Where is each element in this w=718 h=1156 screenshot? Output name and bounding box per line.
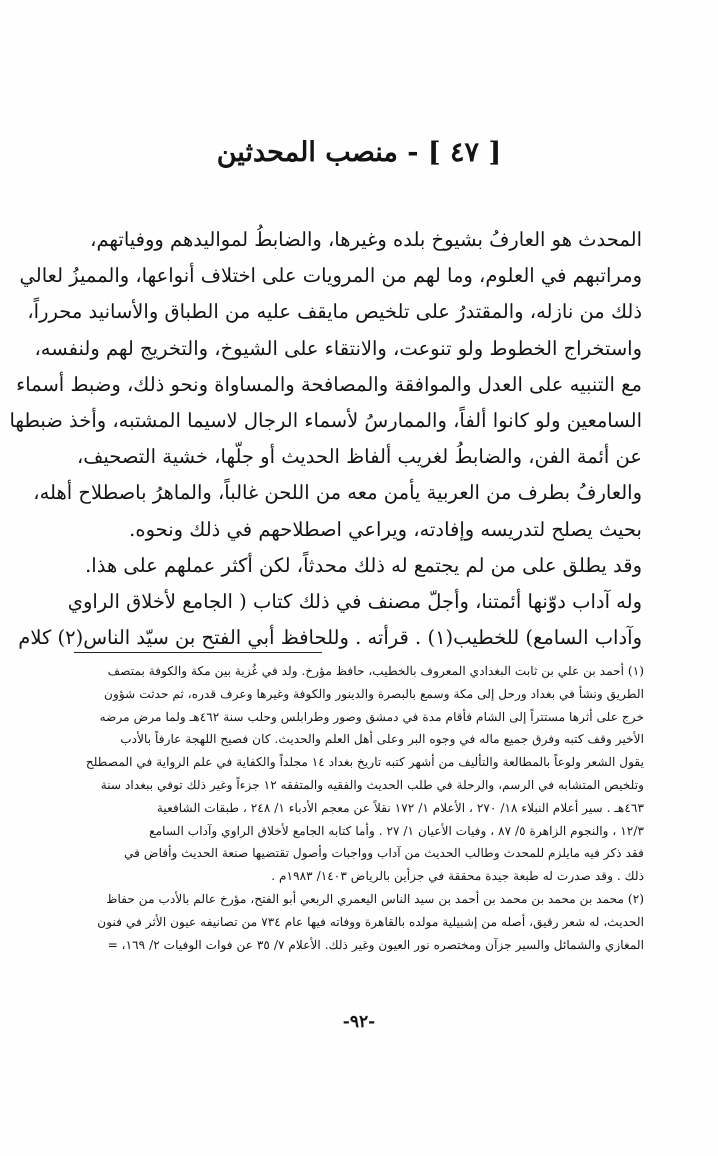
body-line: وله آداب دوّنها أئمتنا، وأجلّ مصنف في ذلك كتاب ( الجامع لأخلاق الراوي <box>67 590 642 614</box>
main-text <box>9 222 642 656</box>
footnote-line: الأخير وقف كتبه وفرق جميع ماله في وجوه البر وعلى أهل العلم والحديث. كان فصيح اللهجة عارفاً بالأدب <box>120 732 644 747</box>
footnote-line: الطريق ونشأ في بغداد ورحل إلى مكة وسمع بالبصرة والدينور والكوفة وغيرها وعرف قدره، ثم حدثت شؤون <box>104 686 644 701</box>
body-line: السامعين ولو كانوا ألفاً، والممارسُ لأسماء الرجال لاسيما المشتبه، وأخذ ضبطها <box>9 409 642 433</box>
footnote-line: ٤٦٣هـ . سير أعلام النبلاء ١٨/ ٢٧٠ ، الأعلام ١/ ١٧٢ نقلاً عن معجم الأدباء ١/ ٢٤٨ ، طبقات الشافعية <box>156 800 644 815</box>
footnote-line: ذلك . وقد صدرت له طبعة جيدة محققة في جزأين بالرياض ١٤٠٣/ ١٩٨٣م . <box>271 869 644 884</box>
body-line: واستخراج الخطوط ولو تنوعت، والانتقاء على الشيوخ، والتخريج لهم ولنفسه، <box>34 336 642 360</box>
footnote-line: المغازي والشمائل والسير جزآن ومختصره نور العيون وغير ذلك. الأعلام ٧/ ٣٥ عن فوات الوفيات ٢/ ١٦٩، = <box>107 937 644 952</box>
footnote-line: يقول الشعر ولوعاً بالمطالعة والتأليف من أشهر كتبه تاريخ بغداد ١٤ مجلداً والكفاية في علم الرواية في المصطلح <box>85 755 644 770</box>
body-line: ومراتبهم في العلوم، وما لهم من المرويات على اختلاف أنواعها، والمميزُ لعالي <box>19 264 642 288</box>
page-number: -٩٢- <box>342 1012 376 1032</box>
page-title: [ ٤٧ ] - منصب المحدثين <box>216 137 502 168</box>
body-line: ذلك من نازله، والمقتدرُ على تلخيص مايقف عليه من الطباق والأسانيد محرراً، <box>27 300 642 324</box>
footnote-separator <box>74 652 322 653</box>
footnote-line: فقد ذكر فيه مايلزم للمحدث وطالب الحديث من آداب وواجبات وأصول تقتضيها صنعة الحديث وأفاض في <box>124 846 644 861</box>
footnote-line: وتلخيص المتشابه في الرسم، والرحلة في طلب الحديث والفقيه والمتفقه ١٢ جزءاً وغير ذلك توفي ببغداد سنة <box>100 777 644 792</box>
footnote-line: (١) أحمد بن علي بن ثابت البغدادي المعروف بالخطيب، حافظ مؤرخ. ولد في غُزية بين مكة والكوفة بمتصف <box>107 664 644 678</box>
footnote-line: الحديث، له شعر رقيق، أصله من إشبيلية مولده بالقاهرة ووفاته فيها عام ٧٣٤ من تصانيفه عيون الأثر في فنون <box>97 914 644 929</box>
footnote-line: خرج على أثرها مستتراً إلى الشام فأقام مدة في دمشق وصور وطرابلس وحلب سنة ٤٦٢هـ ولما مرض مرضه <box>99 709 644 724</box>
footnote-line: (٢) محمد بن محمد بن محمد بن أحمد بن سيد الناس اليعمري الربعي أبو الفتح، مؤرخ عالم بالأدب من حفاظ <box>106 891 644 906</box>
footnotes <box>72 660 644 956</box>
body-line: والعارفُ بطرف من العربية يأمن معه من اللحن غالباً، والماهرُ باصطلاح أهله، <box>33 481 642 505</box>
body-line: بحيث يصلح لتدريسه وإفادته، ويراعي اصطلاحهم في ذلك ونحوه. <box>129 517 642 541</box>
body-line: وقد يطلق على من لم يجتمع له ذلك محدثاً، لكن أكثر عملهم على هذا. <box>85 553 642 577</box>
body-line: وآداب السامع) للخطيب(١) . قرأته . وللحافظ أبي الفتح بن سيّد الناس(٢) كلام <box>18 626 642 650</box>
body-line: مع التنبيه على العدل والموافقة والمصافحة والمساواة ونحو ذلك، وضبط أسماء <box>16 372 642 396</box>
body-line: عن أئمة الفن، والضابطُ لغريب ألفاظ الحديث أو جلّها، خشية التصحيف، <box>76 445 642 469</box>
footnote-line: ١٢/٣ ، والنجوم الزاهرة ٥/ ٨٧ ، وفيات الأعيان ١/ ٢٧ . وأما كتابه الجامع لأخلاق الراوي وآداب السامع <box>149 823 644 838</box>
body-line: المحدث هو العارفُ بشيوخ بلده وغيرها، والضابطُ لمواليدهم ووفياتهم، <box>90 228 642 251</box>
